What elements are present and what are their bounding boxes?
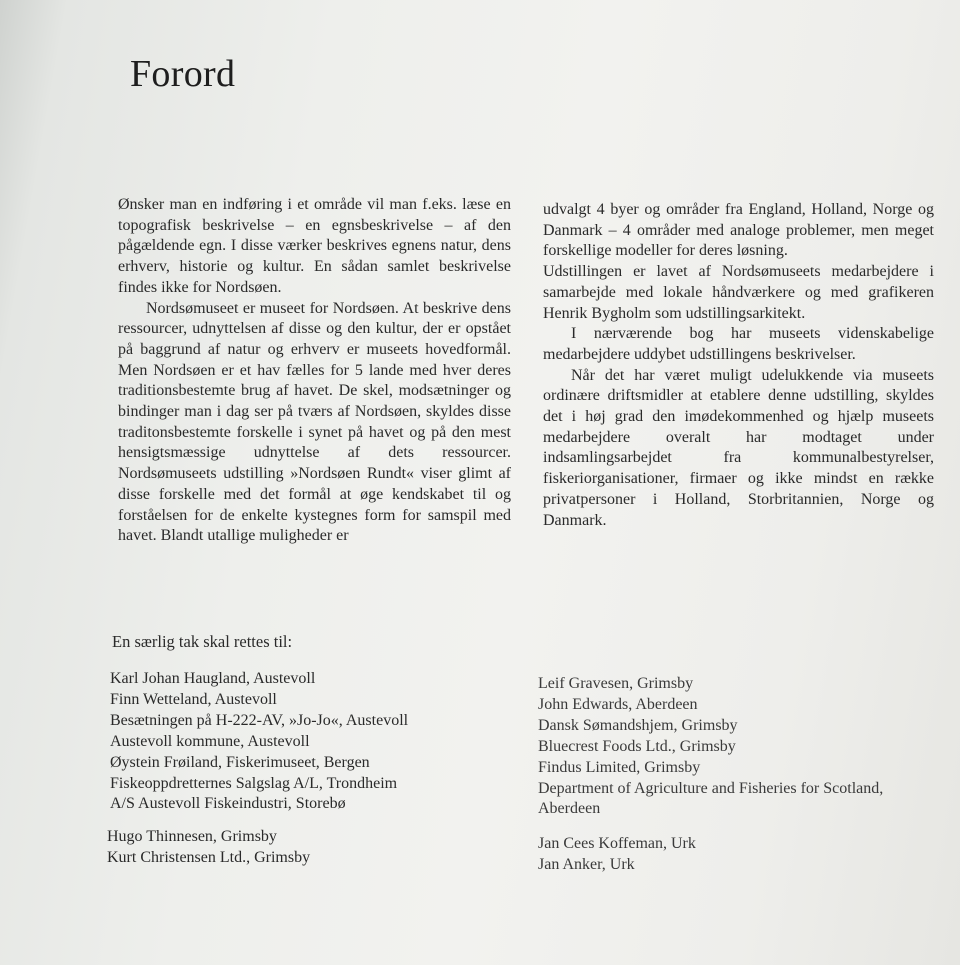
list-item: Bluecrest Foods Ltd., Grimsby	[538, 737, 736, 755]
list-item: Besætningen på H-222-AV, »Jo-Jo«, Austevoll	[110, 711, 409, 729]
paragraph: Ønsker man en indføring i et område vil man f.eks. læse en topografisk beskrivelse – en egnsbeskrivelse – af den pågældende egn. I disse værker beskrives egnens natur, dens erhverv, historie og kultur. En sådan samlet beskrivelse findes ikke for Nordsøen.	[118, 196, 511, 296]
thanks-list-norway	[110, 669, 408, 815]
thanks-list-grimsby-1	[107, 827, 310, 869]
list-item: Karl Johan Haugland, Austevoll	[110, 670, 316, 687]
list-item: John Edwards, Aberdeen	[538, 695, 698, 713]
thanks-heading: En særlig tak skal rettes til:	[112, 632, 293, 651]
thanks-list-netherlands	[538, 834, 696, 876]
list-item: Findus Limited, Grimsby	[538, 758, 701, 776]
list-item: Jan Cees Koffeman, Urk	[538, 835, 696, 852]
list-item: Aberdeen	[538, 800, 601, 818]
paragraph: Nordsømuseet er museet for Nordsøen. At beskrive dens ressourcer, udnyttelsen af disse og den kultur, der er opstået på baggrund af natur og erhverv er museets hovedformål. Men Nordsøen er et hav fælles for 5 lande med hver deres traditionsbestemte brug af havet. De skel, modsætninger og bindinger man i dag ser på tværs af Nordsøen, skyldes disse traditonsbestemte forskelle i synet på havet og på den mest hensigtsmæssige udnyttelse af dets ressourcer. Nordsømuseets udstilling »Nordsøen Rundt« viser glimt af disse forskelle med det formål at øge kendskabet til og forståelsen for de enkelte kystegnes form for samspil med havet. Blandt utallige muligheder er	[118, 299, 511, 545]
paragraph: Når det har været muligt udelukkende via museets ordinære driftsmidler at etablere denne udstilling, skyldes det i høj grad den imødekommenhed og hjælp museets medarbejdere overalt har modtaget under indsamlingsarbejdet fra kommunalbestyrelser, fiskeriorganisationer, firmaer og ikke mindst en række privatpersoner i Holland, Storbritannien, Norge og Danmark.	[543, 366, 934, 529]
list-item: Austevoll kommune, Austevoll	[110, 732, 310, 750]
list-item: Jan Anker, Urk	[538, 855, 635, 873]
paragraph: udvalgt 4 byer og områder fra England, Holland, Norge og Danmark – 4 områder med analoge problemer, men meget forskellige modeller for deres løsning.	[543, 201, 934, 260]
paragraph: I nærværende bog har museets videnskabelige medarbejdere uddybet udstillingens beskrivelser.	[543, 325, 934, 363]
page-title: Forord	[130, 53, 236, 95]
list-item: A/S Austevoll Fiskeindustri, Storebø	[110, 795, 346, 813]
list-item: Øystein Frøiland, Fiskerimuseet, Bergen	[110, 753, 370, 771]
list-item: Department of Agriculture and Fisheries for Scotland,	[538, 779, 884, 797]
paragraph: Udstillingen er lavet af Nordsømuseets medarbejdere i samarbejde med lokale håndværkere og med grafikeren Henrik Bygholm som udstillingsarkitekt.	[543, 263, 934, 322]
list-item: Kurt Christensen Ltd., Grimsby	[107, 848, 311, 866]
list-item: Fiskeoppdretternes Salgslag A/L, Trondheim	[110, 774, 398, 792]
right-text-column	[543, 200, 934, 531]
list-item: Finn Wetteland, Austevoll	[110, 690, 277, 708]
thanks-list-uk	[538, 674, 883, 820]
list-item: Dansk Sømandshjem, Grimsby	[538, 716, 738, 734]
left-text-column	[118, 195, 511, 547]
list-item: Hugo Thinnesen, Grimsby	[107, 828, 277, 845]
list-item: Leif Gravesen, Grimsby	[538, 675, 694, 692]
